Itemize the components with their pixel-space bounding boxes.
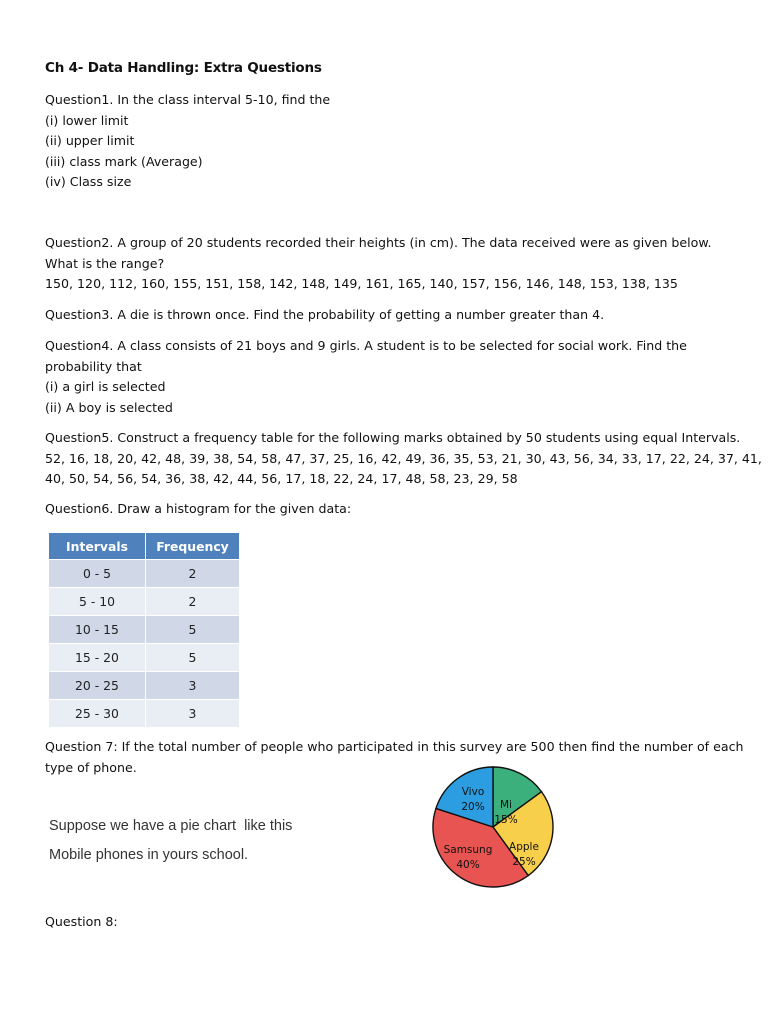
question-7 [45,737,744,778]
phones-pie-chart [428,762,558,896]
question-5-line: 52, 16, 18, 20, 42, 48, 39, 38, 54, 58, 47, 37, 25, 16, 42, 49, 36, 35, 53, 21, 30, 43, 56, 34, 33, 17, 22, 24, 37, 41, [45,450,762,466]
question-2-line: What is the range? [45,255,165,271]
table-header-frequency: Frequency [146,533,240,560]
frequency-cell: 2 [146,588,240,616]
pie-slice-label: Mi [500,799,512,811]
question-2-line: 150, 120, 112, 160, 155, 151, 158, 142, 148, 149, 161, 165, 140, 157, 156, 146, 148, 153, 138, 135 [45,276,678,292]
pie-slice-value-label: 40% [456,859,480,871]
frequency-cell: 5 [146,616,240,644]
frequency-cell: 5 [146,644,240,672]
frequency-cell: 2 [146,560,240,588]
question-6-line: Question6. Draw a histogram for the given data: [45,501,352,516]
question-5-line: Question5. Construct a frequency table for the following marks obtained by 50 students using equal Intervals. [45,430,741,445]
frequency-cell: 3 [146,672,240,700]
frequency-cell: 3 [146,700,240,728]
question-4-line: (ii) A boy is selected [45,399,173,415]
table-row [49,616,240,644]
interval-cell: 10 - 15 [49,616,146,644]
table-header-row [49,533,240,560]
pie-slice-value-label: 15% [494,814,518,826]
pie-slice-value-label: 25% [512,856,536,868]
question-3-line: Question3. A die is thrown once. Find the probability of getting a number greater than 4. [45,307,605,322]
table-row [49,672,240,700]
table-row [49,700,240,728]
interval-cell: 5 - 10 [49,588,146,616]
question-2 [45,233,735,295]
question-8-line: Question 8: [45,914,118,929]
table-row [49,588,240,616]
question-1-line: Question1. In the class interval 5-10, find the [45,92,331,107]
question-4-line: probability that [45,358,142,374]
question-1-line: (ii) upper limit [45,133,135,149]
interval-cell: 15 - 20 [49,644,146,672]
interval-cell: 25 - 30 [49,700,146,728]
pie-slice-value-label: 20% [461,801,485,813]
question-1 [45,90,735,193]
question-3 [45,305,735,326]
question-8 [45,912,735,933]
question-1-line: (iv) Class size [45,174,132,190]
question-7-line: type of phone. [45,759,137,775]
question-4-line: (i) a girl is selected [45,379,166,395]
question-4 [45,336,735,418]
question-5-line: 40, 50, 54, 56, 54, 36, 38, 42, 44, 56, 17, 18, 22, 24, 17, 48, 58, 23, 29, 58 [45,471,518,487]
interval-cell: 20 - 25 [49,672,146,700]
question-1-line: (i) lower limit [45,112,129,128]
frequency-table [49,533,240,727]
page-title: Ch 4- Data Handling: Extra Questions [45,60,322,76]
pie-slice-label: Samsung [443,844,493,856]
table-header-intervals: Intervals [49,533,146,560]
pie-slice-label: Apple [509,841,539,853]
table-row [49,560,240,588]
question-4-line: Question4. A class consists of 21 boys and 9 girls. A student is to be selected for social work. Find the [45,338,687,353]
question-2-line: Question2. A group of 20 students recorded their heights (in cm). The data received were as given below. [45,235,712,250]
pie-slice-label: Vivo [461,786,485,798]
question-5 [45,428,762,490]
pie-caption-line: Mobile phones in yours school. [49,847,249,863]
interval-cell: 0 - 5 [49,560,146,588]
question-6 [45,499,735,520]
table-row [49,644,240,672]
question-1-line: (iii) class mark (Average) [45,153,203,169]
question-7-line: Question 7: If the total number of people who participated in this survey are 500 then find the number of each [45,739,744,754]
pie-caption-line: Suppose we have a pie chart like this [49,818,293,834]
